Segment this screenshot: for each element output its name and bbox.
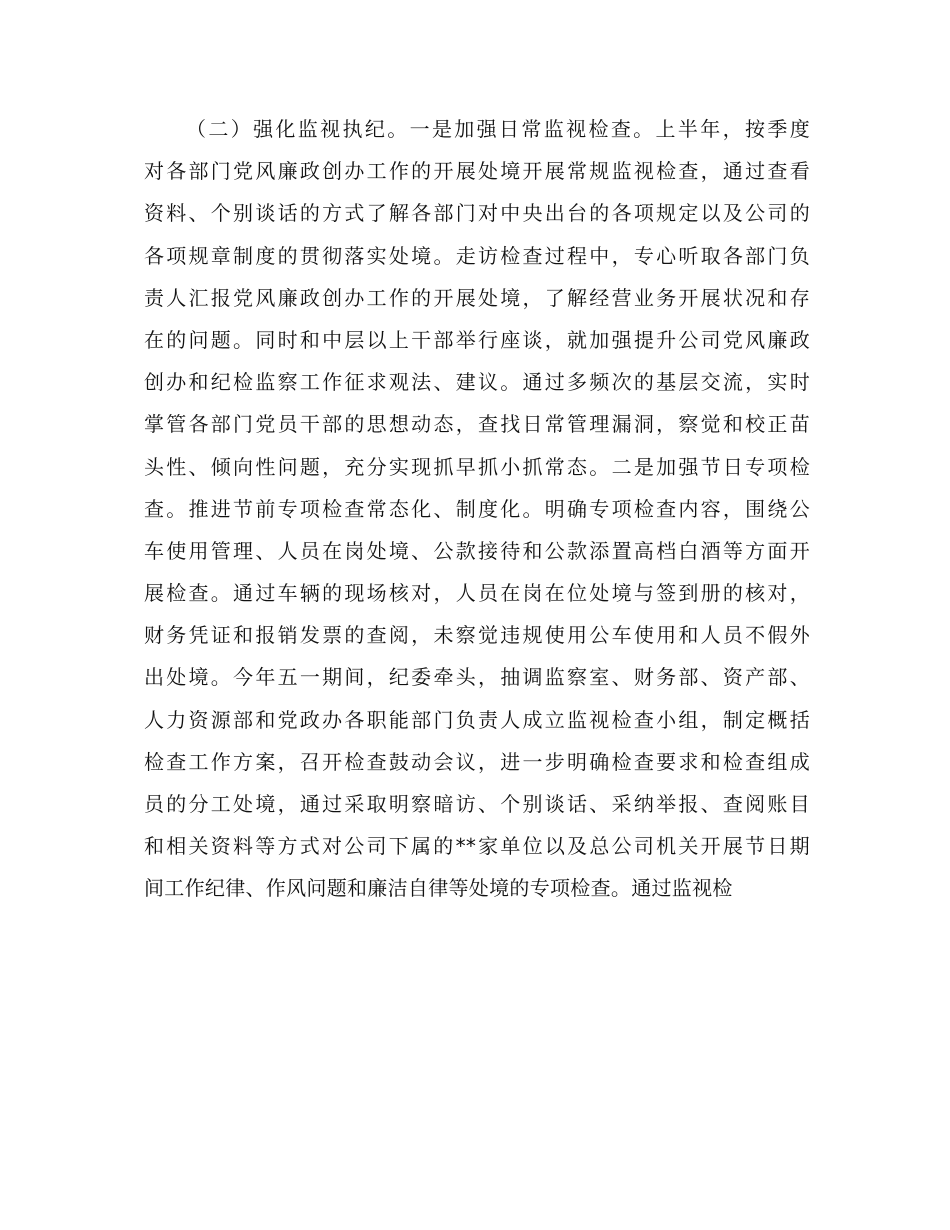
paragraph-line: 出处境。今年五一期间，纪委牵头，抽调监察室、财务部、资产部、 (144, 665, 810, 690)
body-paragraph (144, 108, 810, 910)
paragraph-line: 责人汇报党风廉政创办工作的开展处境，了解经营业务开展状况和存 (144, 285, 810, 310)
paragraph-line: 人力资源部和党政办各职能部门负责人成立监视检查小组，制定概括 (144, 707, 810, 732)
paragraph-line: 在的问题。同时和中层以上干部举行座谈，就加强提升公司党风廉政 (144, 327, 810, 352)
paragraph-line: 员的分工处境，通过采取明察暗访、个别谈话、采纳举报、查阅账目 (144, 792, 810, 816)
paragraph-line: 间工作纪律、作风问题和廉洁自律等处境的专项检查。通过监视检 (144, 876, 733, 901)
paragraph-line: 各项规章制度的贯彻落实处境。走访检查过程中，专心听取各部门负 (144, 243, 810, 268)
paragraph-line: 车使用管理、人员在岗处境、公款接待和公款添置高档白酒等方面开 (144, 538, 810, 563)
paragraph-line: 查。推进节前专项检查常态化、制度化。明确专项检查内容，围绕公 (144, 496, 810, 521)
paragraph-line: 创办和纪检监察工作征求观法、建议。通过多频次的基层交流，实时 (144, 370, 810, 395)
paragraph-line: （二）强化监视执纪。一是加强日常监视检查。上半年，按季度 (186, 117, 810, 141)
paragraph-line: 和相关资料等方式对公司下属的**家单位以及总公司机关开展节日期 (144, 834, 810, 859)
paragraph-line: 展检查。通过车辆的现场核对，人员在岗在位处境与签到册的核对， (144, 581, 810, 606)
paragraph-line: 检查工作方案，召开检查鼓动会议，进一步明确检查要求和检查组成 (144, 749, 810, 774)
paragraph-line: 头性、倾向性问题，充分实现抓早抓小抓常态。二是加强节日专项检 (144, 454, 810, 479)
paragraph-line: 对各部门党风廉政创办工作的开展处境开展常规监视检查，通过查看 (144, 159, 810, 184)
paragraph-line: 掌管各部门党员干部的思想动态，查找日常管理漏洞，察觉和校正苗 (144, 412, 810, 437)
paragraph-line: 资料、个别谈话的方式了解各部门对中央出台的各项规定以及公司的 (144, 201, 810, 226)
paragraph-line: 财务凭证和报销发票的查阅，未察觉违规使用公车使用和人员不假外 (144, 623, 810, 648)
